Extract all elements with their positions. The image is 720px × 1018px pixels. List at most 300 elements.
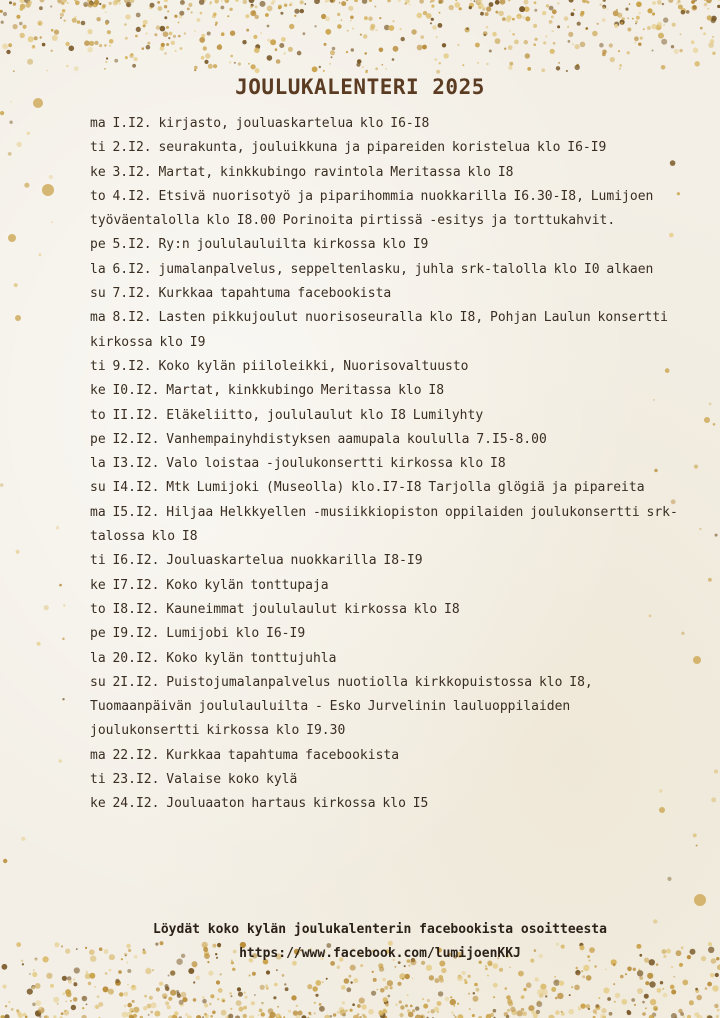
confetti-dot	[105, 22, 108, 25]
confetti-dot	[217, 998, 219, 1000]
confetti-dot	[621, 22, 624, 25]
confetti-dot	[156, 25, 160, 29]
confetti-dot	[553, 42, 556, 45]
confetti-dot	[474, 0, 476, 2]
confetti-dot	[308, 1012, 311, 1015]
confetti-dot	[232, 968, 235, 971]
confetti-dot	[439, 62, 441, 64]
confetti-dot	[220, 973, 222, 975]
confetti-dot	[505, 987, 508, 990]
confetti-dot	[205, 53, 210, 58]
confetti-dot	[357, 1004, 361, 1008]
confetti-dot	[360, 34, 362, 36]
confetti-dot	[62, 976, 67, 981]
confetti-dot	[330, 50, 335, 55]
confetti-dot	[657, 0, 662, 5]
confetti-dot	[125, 56, 128, 59]
confetti-dot	[239, 1007, 244, 1012]
confetti-dot	[82, 996, 88, 1002]
confetti-dot	[468, 975, 471, 978]
confetti-dot	[444, 53, 449, 58]
confetti-dot	[472, 1014, 475, 1017]
confetti-dot	[477, 62, 479, 64]
confetti-dot	[315, 994, 318, 997]
confetti-dot	[379, 48, 384, 53]
confetti-dot	[194, 66, 198, 70]
confetti-dot	[27, 989, 33, 995]
confetti-dot	[255, 68, 260, 73]
confetti-dot	[32, 1003, 36, 1007]
confetti-dot	[375, 67, 378, 70]
confetti-dot	[208, 971, 213, 976]
confetti-dot	[282, 974, 285, 977]
confetti-dot	[177, 992, 180, 995]
confetti-dot	[276, 969, 278, 971]
confetti-dot	[146, 32, 148, 34]
confetti-dot	[229, 8, 232, 11]
confetti-dot	[93, 4, 96, 7]
confetti-dot	[455, 0, 457, 1]
confetti-dot	[50, 984, 54, 988]
confetti-dot	[402, 978, 404, 980]
facebook-link[interactable]: https://www.facebook.com/lumijoenKKJ	[239, 946, 521, 961]
confetti-dot	[56, 526, 60, 530]
confetti-dot	[168, 975, 170, 977]
confetti-dot	[620, 975, 624, 979]
confetti-dot	[382, 64, 384, 66]
confetti-dot	[174, 1011, 178, 1015]
confetti-dot	[453, 1014, 455, 1016]
confetti-dot	[549, 6, 554, 11]
confetti-dot	[542, 989, 548, 995]
confetti-dot	[242, 40, 246, 44]
confetti-dot	[51, 50, 53, 52]
confetti-dot	[671, 45, 674, 48]
confetti-dot	[614, 24, 618, 28]
confetti-dot	[124, 1005, 127, 1008]
confetti-dot	[362, 0, 367, 4]
confetti-dot	[549, 20, 553, 24]
confetti-dot	[712, 36, 714, 38]
confetti-dot	[502, 17, 506, 21]
confetti-dot	[638, 12, 641, 15]
confetti-dot	[249, 0, 255, 3]
confetti-dot	[191, 11, 193, 13]
confetti-dot	[204, 1003, 208, 1007]
confetti-dot	[627, 51, 630, 54]
confetti-dot	[430, 22, 432, 24]
confetti-dot	[180, 47, 183, 50]
confetti-dot	[94, 41, 98, 45]
confetti-dot	[87, 29, 92, 34]
confetti-dot	[671, 966, 673, 968]
confetti-dot	[62, 638, 65, 641]
confetti-dot	[543, 41, 546, 44]
confetti-dot	[519, 6, 525, 12]
confetti-dot	[558, 62, 560, 64]
confetti-dot	[0, 111, 4, 115]
confetti-dot	[296, 1005, 298, 1007]
confetti-dot	[333, 1013, 336, 1016]
confetti-dot	[662, 3, 664, 5]
confetti-dot	[132, 64, 136, 68]
confetti-dot	[637, 988, 643, 994]
confetti-dot	[275, 48, 278, 51]
confetti-dot	[419, 0, 424, 4]
confetti-dot	[16, 15, 20, 19]
confetti-dot	[356, 63, 360, 67]
confetti-dot	[506, 995, 511, 1000]
confetti-dot	[215, 22, 218, 25]
confetti-dot	[389, 25, 395, 31]
confetti-dot	[158, 6, 163, 11]
confetti-dot	[686, 10, 690, 14]
confetti-dot	[586, 1, 589, 4]
confetti-dot	[439, 12, 441, 14]
confetti-dot	[273, 996, 276, 999]
confetti-dot	[636, 2, 642, 8]
confetti-dot	[557, 993, 563, 999]
confetti-dot	[37, 642, 41, 646]
confetti-dot	[39, 1007, 42, 1010]
confetti-dot	[359, 998, 365, 1004]
confetti-dot	[35, 1000, 41, 1006]
confetti-dot	[66, 992, 72, 998]
confetti-dot	[405, 2, 407, 4]
confetti-dot	[260, 985, 265, 990]
confetti-dot	[411, 29, 416, 34]
confetti-dot	[486, 26, 489, 29]
confetti-dot	[95, 1004, 100, 1009]
confetti-dot	[199, 0, 205, 5]
confetti-dot	[249, 975, 251, 977]
confetti-dot	[8, 43, 12, 47]
confetti-dot	[680, 33, 682, 35]
confetti-dot	[23, 1013, 27, 1017]
confetti-dot	[658, 33, 664, 39]
confetti-dot	[588, 1008, 590, 1010]
confetti-dot	[324, 43, 327, 46]
confetti-dot	[492, 32, 497, 37]
confetti-dot	[169, 32, 173, 36]
confetti-dot	[495, 0, 500, 5]
confetti-dot	[265, 13, 269, 17]
confetti-dot	[534, 1, 537, 4]
confetti-dot	[649, 981, 655, 987]
confetti-dot	[159, 982, 163, 986]
confetti-dot	[383, 997, 388, 1002]
confetti-dot	[645, 981, 649, 985]
confetti-dot	[464, 979, 466, 981]
confetti-dot	[146, 968, 150, 972]
confetti-dot	[213, 64, 217, 68]
confetti-dot	[107, 30, 111, 34]
confetti-dot	[67, 2, 69, 4]
confetti-dot	[59, 584, 62, 587]
confetti-dot	[329, 63, 331, 65]
confetti-dot	[495, 38, 501, 44]
confetti-dot	[507, 1009, 510, 1012]
confetti-dot	[527, 67, 531, 71]
calendar-entry: ti 23.I2. Valaise koko kylä	[90, 772, 298, 788]
confetti-dot	[324, 1015, 330, 1018]
confetti-dot	[582, 975, 585, 978]
confetti-dot	[473, 992, 475, 994]
confetti-dot	[276, 1014, 279, 1017]
confetti-dot	[151, 1002, 157, 1008]
confetti-dot	[657, 988, 662, 993]
confetti-dot	[536, 1001, 542, 1007]
confetti-dot	[638, 43, 641, 46]
confetti-dot	[578, 1006, 580, 1008]
confetti-dot	[28, 36, 34, 42]
confetti-dot	[60, 13, 64, 17]
confetti-dot	[167, 10, 169, 12]
confetti-dot	[609, 1012, 613, 1016]
confetti-dot	[196, 976, 200, 980]
confetti-dot	[209, 1003, 212, 1006]
confetti-dot	[10, 101, 12, 103]
confetti-dot	[40, 36, 42, 38]
confetti-dot	[711, 797, 716, 802]
confetti-dot	[219, 44, 221, 46]
confetti-dot	[707, 982, 712, 987]
confetti-dot	[34, 36, 38, 40]
confetti-dot	[430, 1, 432, 3]
confetti-dot	[42, 184, 54, 196]
confetti-dot	[304, 3, 306, 5]
confetti-dot	[507, 15, 512, 20]
confetti-dot	[346, 0, 348, 1]
confetti-dot	[104, 68, 106, 70]
confetti-dot	[557, 25, 560, 28]
confetti-dot	[361, 1004, 366, 1009]
confetti-dot	[204, 1013, 207, 1016]
confetti-dot	[65, 42, 69, 46]
confetti-dot	[319, 1003, 322, 1006]
confetti-dot	[642, 1012, 646, 1016]
confetti-dot	[373, 978, 377, 982]
confetti-dot	[76, 1, 80, 5]
confetti-dot	[647, 973, 653, 979]
confetti-dot	[436, 70, 440, 74]
confetti-dot	[581, 970, 583, 972]
confetti-dot	[374, 6, 376, 8]
confetti-dot	[119, 2, 121, 4]
confetti-dot	[517, 16, 520, 19]
confetti-dot	[221, 0, 223, 2]
confetti-dot	[161, 43, 165, 47]
confetti-dot	[457, 1003, 459, 1005]
confetti-dot	[81, 21, 86, 26]
confetti-dot	[3, 985, 7, 989]
confetti-dot	[714, 1004, 718, 1008]
confetti-dot	[194, 30, 196, 32]
confetti-dot	[325, 29, 331, 35]
confetti-dot	[441, 968, 446, 973]
confetti-dot	[700, 27, 703, 30]
confetti-dot	[423, 1004, 428, 1009]
confetti-dot	[704, 417, 710, 423]
confetti-dot	[230, 31, 235, 36]
confetti-dot	[156, 987, 160, 991]
confetti-dot	[382, 978, 385, 981]
confetti-dot	[412, 978, 414, 980]
confetti-dot	[143, 20, 148, 25]
confetti-dot	[493, 1009, 497, 1013]
confetti-dot	[114, 59, 118, 63]
confetti-dot	[681, 632, 684, 635]
confetti-dot	[399, 1013, 403, 1017]
confetti-dot	[276, 59, 281, 64]
confetti-dot	[319, 1006, 325, 1012]
confetti-dot	[704, 3, 708, 7]
confetti-dot	[615, 993, 620, 998]
confetti-dot	[663, 993, 668, 998]
confetti-dot	[99, 44, 102, 47]
confetti-dot	[229, 61, 231, 63]
confetti-dot	[193, 998, 197, 1002]
confetti-dot	[115, 979, 119, 983]
confetti-dot	[709, 403, 712, 406]
confetti-dot	[670, 985, 675, 990]
confetti-dot	[8, 234, 16, 242]
confetti-dot	[466, 27, 469, 30]
confetti-dot	[581, 1004, 586, 1009]
confetti-dot	[609, 43, 613, 47]
confetti-dot	[450, 996, 452, 998]
confetti-dot	[248, 63, 250, 65]
confetti-dot	[180, 0, 185, 5]
confetti-dot	[125, 37, 128, 40]
confetti-dot	[462, 64, 464, 66]
confetti-dot	[150, 1011, 153, 1014]
confetti-dot	[13, 24, 18, 29]
confetti-dot	[119, 992, 123, 996]
confetti-dot	[395, 1004, 397, 1006]
confetti-dot	[699, 528, 701, 530]
calendar-entry: su 2I.I2. Puistojumalanpalvelus nuotiolla kirkkopuistossa klo I8, Tuomaanpäivän joululauluilta - Esko Jurvelinin lauluoppilaiden joulukonsertti kirkossa klo I9.30	[90, 674, 593, 739]
confetti-dot	[368, 1009, 374, 1015]
confetti-dot	[15, 315, 21, 321]
confetti-dot	[323, 70, 325, 72]
confetti-dot	[618, 50, 620, 52]
calendar-entry: pe I2.I2. Vanhempainyhdistyksen aamupala koululla 7.I5-8.00	[90, 431, 547, 447]
confetti-dot	[704, 0, 706, 1]
confetti-dot	[586, 27, 588, 29]
confetti-dot	[243, 0, 248, 4]
confetti-dot	[99, 3, 101, 5]
confetti-dot	[1, 21, 4, 24]
confetti-dot	[362, 1014, 365, 1017]
confetti-dot	[235, 0, 239, 2]
confetti-dot	[435, 58, 438, 61]
confetti-dot	[571, 12, 575, 16]
confetti-dot	[3, 859, 7, 863]
confetti-dot	[0, 483, 4, 487]
confetti-dot	[166, 26, 169, 29]
confetti-dot	[576, 967, 579, 970]
confetti-dot	[89, 973, 95, 979]
confetti-dot	[157, 1, 160, 4]
confetti-dot	[88, 982, 92, 986]
confetti-dot	[68, 980, 72, 984]
confetti-dot	[251, 1001, 255, 1005]
confetti-dot	[372, 971, 374, 973]
confetti-dot	[50, 5, 52, 7]
confetti-dot	[479, 6, 482, 9]
confetti-dot	[326, 978, 328, 980]
confetti-dot	[11, 1008, 14, 1011]
confetti-dot	[261, 1012, 265, 1016]
confetti-dot	[212, 1011, 216, 1015]
confetti-dot	[379, 17, 381, 19]
confetti-dot	[439, 978, 444, 983]
confetti-dot	[187, 7, 190, 10]
confetti-dot	[636, 16, 640, 20]
confetti-dot	[575, 65, 580, 70]
confetti-dot	[387, 980, 393, 986]
confetti-dot	[468, 993, 470, 995]
confetti-dot	[619, 64, 622, 67]
confetti-dot	[711, 16, 717, 22]
calendar-entry: la 20.I2. Koko kylän tonttujuhla	[90, 650, 337, 666]
confetti-dot	[180, 992, 186, 998]
confetti-dot	[661, 65, 666, 70]
confetti-dot	[552, 30, 554, 32]
confetti-dot	[134, 57, 138, 61]
confetti-dot	[8, 1001, 10, 1003]
confetti-dot	[44, 605, 49, 610]
page-title: JOULUKALENTERI 2025	[235, 75, 485, 99]
confetti-dot	[577, 22, 581, 26]
confetti-dot	[550, 49, 555, 54]
confetti-dot	[66, 65, 69, 68]
confetti-dot	[660, 981, 663, 984]
confetti-dot	[252, 972, 256, 976]
confetti-dot	[371, 991, 376, 996]
confetti-dot	[517, 1010, 523, 1016]
confetti-dot	[16, 550, 20, 554]
confetti-dot	[605, 969, 607, 971]
confetti-dot	[392, 20, 394, 22]
confetti-dot	[314, 1012, 316, 1014]
calendar-entry: to 4.I2. Etsivä nuorisotyö ja piparihommia nuokkarilla I6.30-I8, Lumijoen työväentalolla klo I8.00 Porinoita pirtissä -esitys ja torttukahvit.	[90, 188, 654, 229]
confetti-dot	[679, 49, 682, 52]
confetti-dot	[454, 2, 460, 8]
confetti-dot	[429, 975, 434, 980]
confetti-dot	[49, 175, 53, 179]
confetti-dot	[597, 23, 599, 25]
confetti-dot	[167, 1005, 171, 1009]
confetti-dot	[325, 16, 330, 21]
confetti-dot	[535, 38, 538, 41]
confetti-dot	[619, 68, 621, 70]
confetti-dot	[238, 62, 241, 65]
confetti-dot	[586, 975, 592, 981]
confetti-dot	[277, 1006, 279, 1008]
confetti-dot	[512, 18, 515, 21]
confetti-dot	[209, 3, 211, 5]
confetti-dot	[445, 997, 449, 1001]
confetti-dot	[86, 1004, 88, 1006]
confetti-dot	[16, 1009, 19, 1012]
confetti-dot	[267, 25, 270, 28]
confetti-dot	[250, 5, 253, 8]
confetti-dot	[230, 1008, 232, 1010]
confetti-dot	[470, 0, 472, 1]
confetti-dot	[246, 29, 249, 32]
